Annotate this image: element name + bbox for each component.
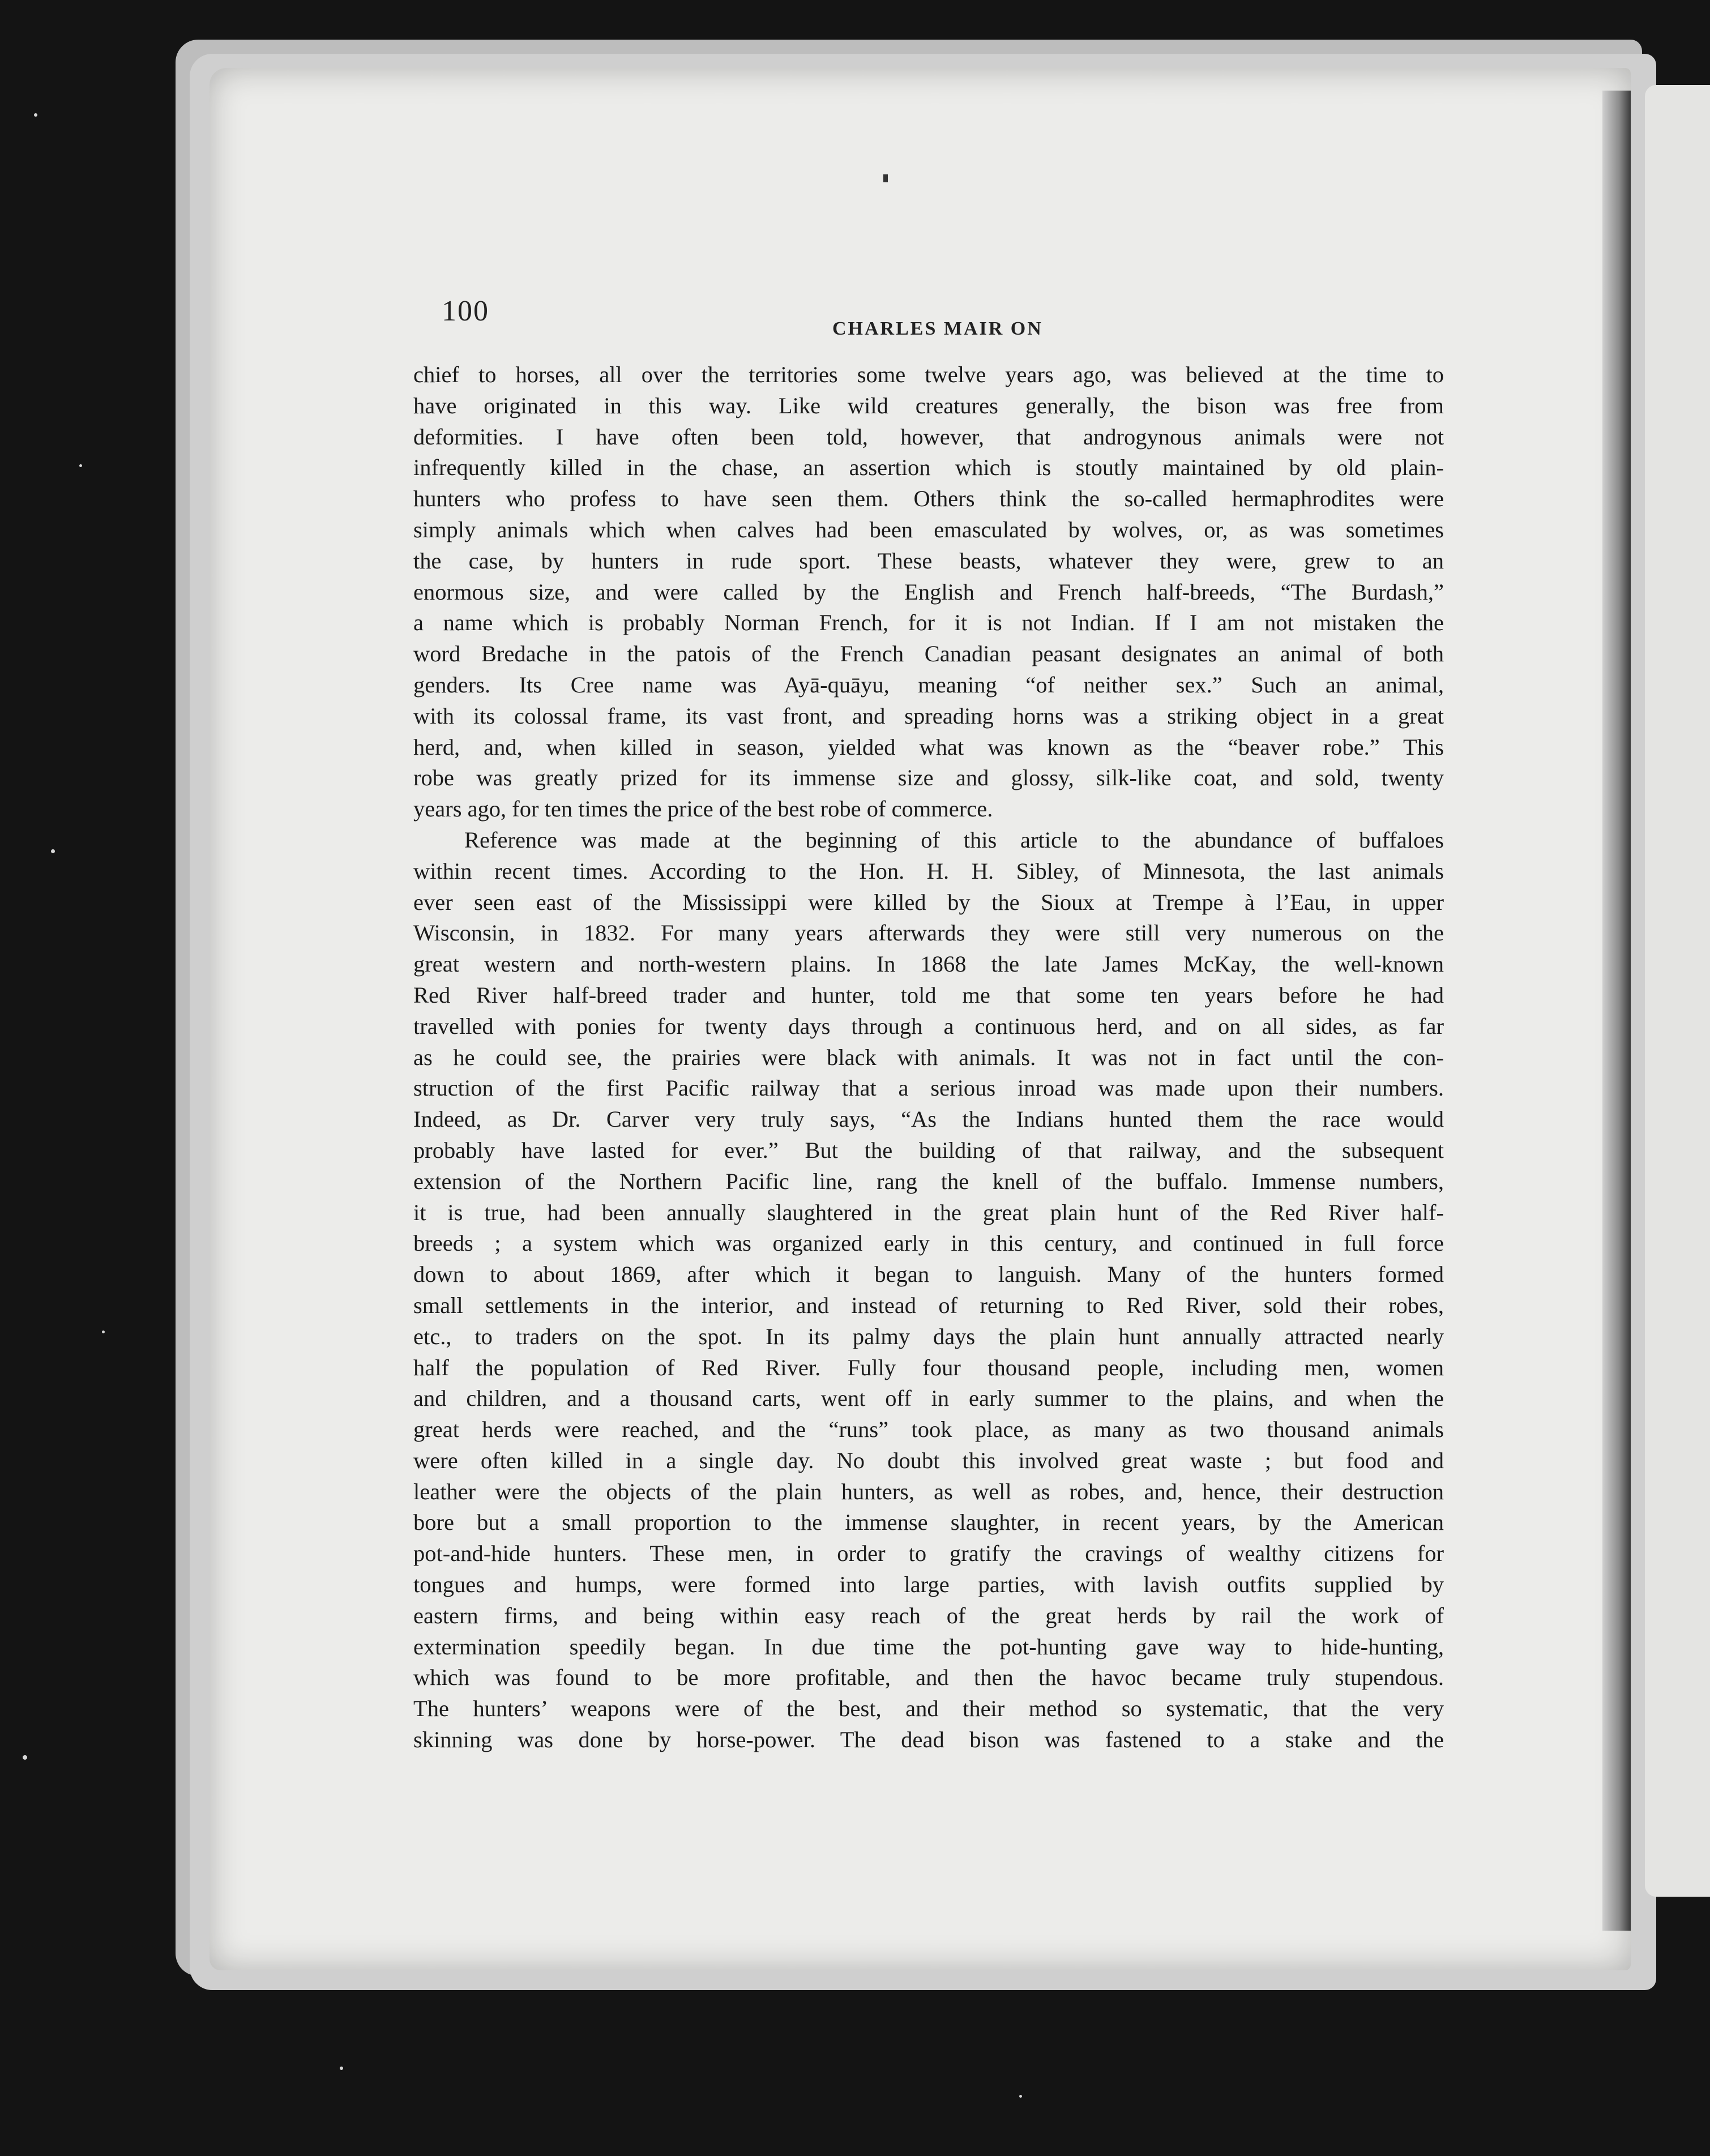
text-line: eastern firms, and being within easy reach of the great herds by rail the work of: [413, 1602, 1444, 1628]
text-line: enormous size, and were called by the English and French half-breeds, “The Burdash,”: [413, 579, 1444, 605]
text-line: half the population of Red River. Fully four thousand people, including men, women: [413, 1354, 1444, 1380]
background-speck: [79, 464, 82, 467]
text-line: chief to horses, all over the territories some twelve years ago, was believed at the time to: [413, 362, 1444, 387]
page-number: 100: [442, 295, 489, 327]
text-line: Indeed, as Dr. Carver very truly says, “As the Indians hunted them the race would: [413, 1106, 1444, 1132]
text-line: leather were the objects of the plain hunters, as well as robes, and, hence, their destruction: [413, 1478, 1444, 1504]
text-line: struction of the first Pacific railway that a serious inroad was made upon their numbers.: [413, 1075, 1444, 1101]
text-line: great western and north-western plains. In 1868 the late James McKay, the well-known: [413, 951, 1444, 977]
text-line: bore but a small proportion to the immense slaughter, in recent years, by the American: [413, 1509, 1444, 1535]
background-speck: [23, 1755, 27, 1760]
text-line: etc., to traders on the spot. In its palmy days the plain hunt annually attracted nearly: [413, 1323, 1444, 1349]
text-line: with its colossal frame, its vast front, and spreading horns was a striking object in a great: [413, 703, 1444, 729]
text-line: deformities. I have often been told, however, that androgynous animals were not: [413, 424, 1444, 450]
text-line: extermination speedily began. In due time the pot-hunting gave way to hide-hunting,: [413, 1633, 1444, 1659]
text-line: tongues and humps, were formed into large parties, with lavish outfits supplied by: [413, 1572, 1444, 1598]
text-line: great herds were reached, and the “runs” took place, as many as two thousand animals: [413, 1417, 1444, 1443]
ink-mark: [883, 174, 888, 182]
text-line: years ago, for ten times the price of the best robe of commerce.: [413, 796, 993, 822]
facing-page-edge: [1645, 85, 1710, 1897]
text-line: genders. Its Cree name was Ayā-quāyu, meaning “of neither sex.” Such an animal,: [413, 671, 1444, 698]
text-line: pot-and-hide hunters. These men, in order to gratify the cravings of wealthy citizens for: [413, 1541, 1444, 1567]
text-line: hunters who profess to have seen them. Others think the so-called hermaphrodites were: [413, 486, 1444, 512]
text-line: herd, and, when killed in season, yielded what was known as the “beaver robe.” This: [413, 734, 1444, 760]
text-line: simply animals which when calves had been emasculated by wolves, or, as was sometimes: [413, 516, 1444, 542]
text-line: the case, by hunters in rude sport. These beasts, whatever they were, grew to an: [413, 547, 1444, 574]
paragraph: [413, 825, 1444, 1756]
page-header: [442, 294, 1450, 340]
text-line: small settlements in the interior, and instead of returning to Red River, sold their robes,: [413, 1292, 1444, 1318]
text-line: extension of the Northern Pacific line, rang the knell of the buffalo. Immense numbers,: [413, 1168, 1444, 1194]
text-line: have originated in this way. Like wild creatures generally, the bison was free from: [413, 392, 1444, 418]
text-line: Red River half-breed trader and hunter, told me that some ten years before he had: [413, 982, 1444, 1008]
body-text: [413, 360, 1444, 1756]
text-line: ever seen east of the Mississippi were killed by the Sioux at Trempe à l’Eau, in upper: [413, 889, 1444, 915]
text-line: and children, and a thousand carts, went off in early summer to the plains, and when the: [413, 1385, 1444, 1411]
text-line: skinning was done by horse-power. The dead bison was fastened to a stake and the: [413, 1727, 1444, 1753]
text-line: probably have lasted for ever.” But the building of that railway, and the subsequent: [413, 1137, 1444, 1163]
text-line: Wisconsin, in 1832. For many years afterwards they were still very numerous on the: [413, 920, 1444, 946]
text-line: word Bredache in the patois of the French Canadian peasant designates an animal of both: [413, 641, 1444, 667]
text-line: as he could see, the prairies were black with animals. It was not in fact until the con-: [413, 1044, 1444, 1070]
text-line: robe was greatly prized for its immense size and glossy, silk-like coat, and sold, twenty: [413, 765, 1444, 791]
text-line: which was found to be more profitable, and then the havoc became truly stupendous.: [413, 1665, 1444, 1691]
text-line: within recent times. According to the Hon. H. H. Sibley, of Minnesota, the last animals: [413, 858, 1444, 884]
background-speck: [102, 1331, 105, 1333]
text-line: infrequently killed in the chase, an assertion which is stoutly maintained by old plain-: [413, 455, 1444, 481]
background-speck: [51, 849, 55, 853]
text-line: it is true, had been annually slaughtered in the great plain hunt of the Red River half-: [413, 1199, 1444, 1225]
text-line: The hunters’ weapons were of the best, and their method so systematic, that the very: [413, 1696, 1444, 1722]
background-speck: [340, 2067, 343, 2070]
text-line: travelled with ponies for twenty days through a continuous herd, and on all sides, as far: [413, 1013, 1444, 1039]
book-gutter: [1602, 91, 1631, 1931]
text-line: Reference was made at the beginning of this article to the abundance of buffaloes: [464, 827, 1444, 853]
background-speck: [1019, 2095, 1022, 2098]
running-title: CHARLES MAIR ON: [832, 318, 1043, 339]
text-line: were often killed in a single day. No doubt this involved great waste ; but food and: [413, 1447, 1444, 1473]
text-line: down to about 1869, after which it began to languish. Many of the hunters formed: [413, 1261, 1444, 1287]
background-speck: [34, 113, 37, 117]
text-line: a name which is probably Norman French, for it is not Indian. If I am not mistaken the: [413, 610, 1444, 636]
text-line: breeds ; a system which was organized early in this century, and continued in full force: [413, 1230, 1444, 1256]
paragraph: [413, 360, 1444, 825]
